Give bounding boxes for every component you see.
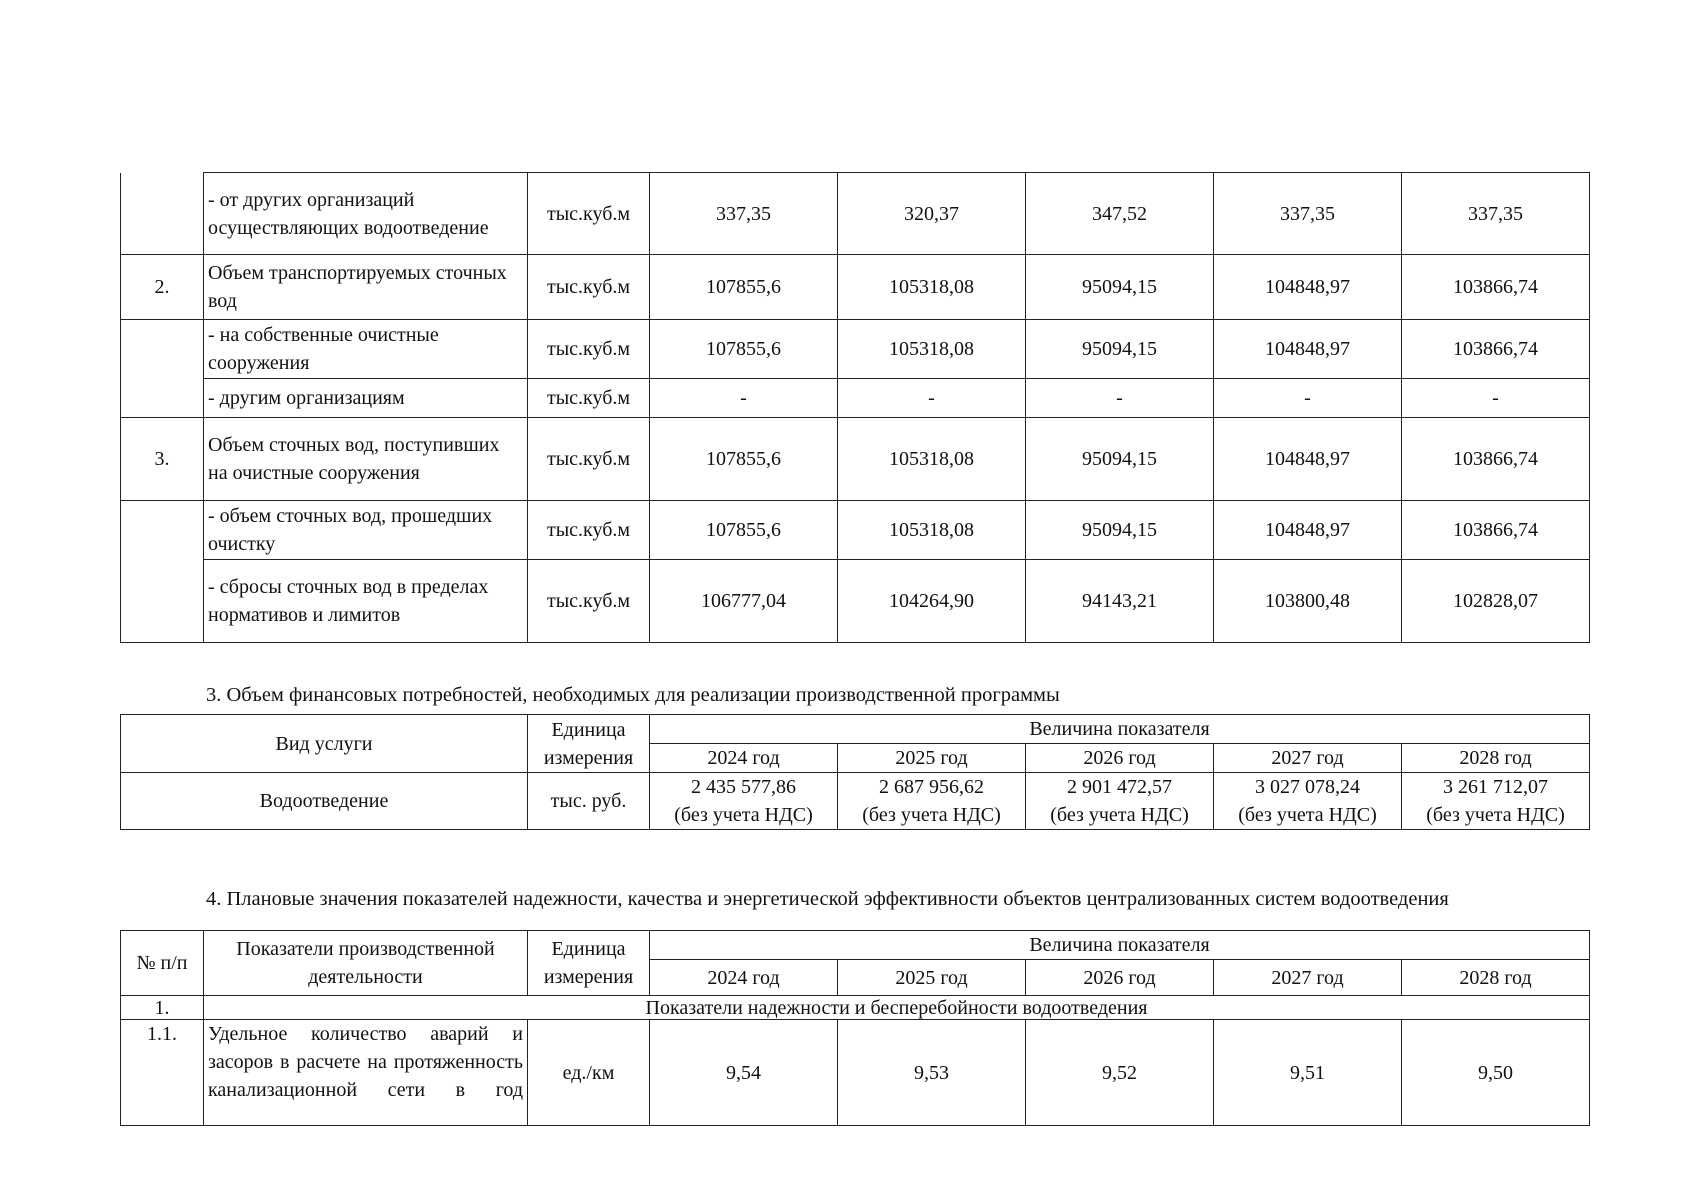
section-4-title: 4. Плановые значения показателей надежности, качества и энергетической эффективности объектов централизованных систем водоотведения [206,888,1449,910]
table-row [121,320,1590,379]
value-cell: 9,54 [650,1020,838,1126]
value-header: Величина показателя [650,715,1590,744]
value-cell: 104848,97 [1214,418,1402,501]
group-row [121,996,1590,1020]
unit-header-line2: измерения [543,746,634,769]
unit-header-line2: измерения [543,966,634,988]
unit-header-line1: Единица [551,938,626,960]
value-cell: 102828,07 [1402,560,1590,643]
value-cell: - [650,379,838,418]
group-number: 1. [121,996,204,1020]
year-header: 2026 год [1026,744,1214,773]
value-cell: 9,52 [1026,1020,1214,1126]
value-cell: 107855,6 [650,418,838,501]
value-cell: 9,53 [838,1020,1026,1126]
value-cell: 95094,15 [1026,501,1214,560]
amount-note: (без учета НДС) [1238,804,1377,826]
amount-cell [1402,773,1590,830]
table-row [121,560,1590,643]
unit-header [528,931,650,996]
year-header: 2024 год [650,960,838,996]
amount-cell [650,773,838,830]
unit-cell: тыс. руб. [528,773,650,830]
value-cell: 95094,15 [1026,320,1214,379]
amount-value: 3 027 078,24 [1255,776,1360,798]
value-cell: 103866,74 [1402,320,1590,379]
indicator-name: - объем сточных вод, прошедших очистку [204,501,528,560]
reliability-indicators-table [120,930,1590,1126]
value-cell: - [1402,379,1590,418]
indicator-name: - от других организаций осуществляющих водоотведение [204,173,528,255]
year-header: 2026 год [1026,960,1214,996]
amount-cell [1026,773,1214,830]
indicator-header [204,931,528,996]
unit-cell: тыс.куб.м [528,418,650,501]
year-header: 2024 год [650,744,838,773]
indicator-name: - другим организациям [204,379,528,418]
value-cell: 107855,6 [650,320,838,379]
table-row [121,379,1590,418]
year-header: 2027 год [1214,744,1402,773]
unit-cell: ед./км [528,1020,650,1126]
indicator-header-line2: деятельности [308,966,423,988]
amount-value: 2 687 956,62 [879,776,984,798]
value-cell: 107855,6 [650,255,838,320]
section-3-title: 3. Объем финансовых потребностей, необходимых для реализации производственной программы [206,684,1060,706]
indicator-header-line1: Показатели производственной [236,938,495,960]
value-cell: 104848,97 [1214,320,1402,379]
value-cell: 103800,48 [1214,560,1402,643]
amount-note: (без учета НДС) [862,804,1001,826]
indicator-name: - на собственные очистные сооружения [204,320,528,379]
unit-header [528,715,650,773]
value-cell: 104848,97 [1214,501,1402,560]
value-cell: - [1026,379,1214,418]
value-cell: 9,50 [1402,1020,1590,1126]
value-header: Величина показателя [650,931,1590,960]
unit-cell: тыс.куб.м [528,255,650,320]
row-number [121,501,204,643]
value-cell: 95094,15 [1026,418,1214,501]
header-row [121,931,1590,960]
amount-cell [1214,773,1402,830]
amount-note: (без учета НДС) [1426,804,1565,826]
value-cell: 337,35 [1402,173,1590,255]
value-cell: 105318,08 [838,255,1026,320]
value-cell: 103866,74 [1402,501,1590,560]
header-row [121,715,1590,744]
value-cell: 94143,21 [1026,560,1214,643]
value-cell: 106777,04 [650,560,838,643]
table-row [121,255,1590,320]
value-cell: - [838,379,1026,418]
amount-note: (без учета НДС) [1050,804,1189,826]
value-cell: - [1214,379,1402,418]
amount-note: (без учета НДС) [674,804,813,826]
row-number [121,173,204,255]
indicator-name: Объем транспортируемых сточных вод [204,255,528,320]
value-cell: 103866,74 [1402,255,1590,320]
row-number: 3. [121,418,204,501]
amount-value: 2 901 472,57 [1067,776,1172,798]
unit-cell: тыс.куб.м [528,379,650,418]
value-cell: 103866,74 [1402,418,1590,501]
volumes-table [120,172,1590,643]
value-cell: 320,37 [838,173,1026,255]
value-cell: 105318,08 [838,418,1026,501]
value-cell: 104848,97 [1214,255,1402,320]
year-header: 2028 год [1402,744,1590,773]
amount-value: 2 435 577,86 [691,776,796,798]
row-number: 1.1. [121,1020,204,1126]
unit-cell: тыс.куб.м [528,560,650,643]
value-cell: 95094,15 [1026,255,1214,320]
row-number [121,320,204,418]
year-header: 2027 год [1214,960,1402,996]
amount-cell [838,773,1026,830]
table-row [121,1020,1590,1126]
unit-cell: тыс.куб.м [528,320,650,379]
value-cell: 9,51 [1214,1020,1402,1126]
value-cell: 107855,6 [650,501,838,560]
year-header: 2025 год [838,960,1026,996]
indicator-name: - сбросы сточных вод в пределах нормативов и лимитов [204,560,528,643]
row-number: 2. [121,255,204,320]
value-cell: 105318,08 [838,320,1026,379]
value-cell: 337,35 [650,173,838,255]
unit-cell: тыс.куб.м [528,501,650,560]
value-cell: 347,52 [1026,173,1214,255]
indicator-name: Удельное количество аварий и засоров в расчете на протяженность канализационной сети в год [204,1020,528,1126]
service-header: Вид услуги [121,715,528,773]
table-row [121,501,1590,560]
table-row [121,773,1590,830]
value-cell: 105318,08 [838,501,1026,560]
group-label: Показатели надежности и бесперебойности водоотведения [204,996,1590,1020]
unit-cell: тыс.куб.м [528,173,650,255]
financial-needs-table [120,714,1590,830]
indicator-name: Объем сточных вод, поступивших на очистные сооружения [204,418,528,501]
amount-value: 3 261 712,07 [1443,776,1548,798]
value-cell: 337,35 [1214,173,1402,255]
year-header: 2025 год [838,744,1026,773]
table-row [121,418,1590,501]
table-row [121,173,1590,255]
value-cell: 104264,90 [838,560,1026,643]
year-header: 2028 год [1402,960,1590,996]
number-header: № п/п [121,931,204,996]
unit-header-line1: Единица [551,718,626,741]
service-cell: Водоотведение [121,773,528,830]
